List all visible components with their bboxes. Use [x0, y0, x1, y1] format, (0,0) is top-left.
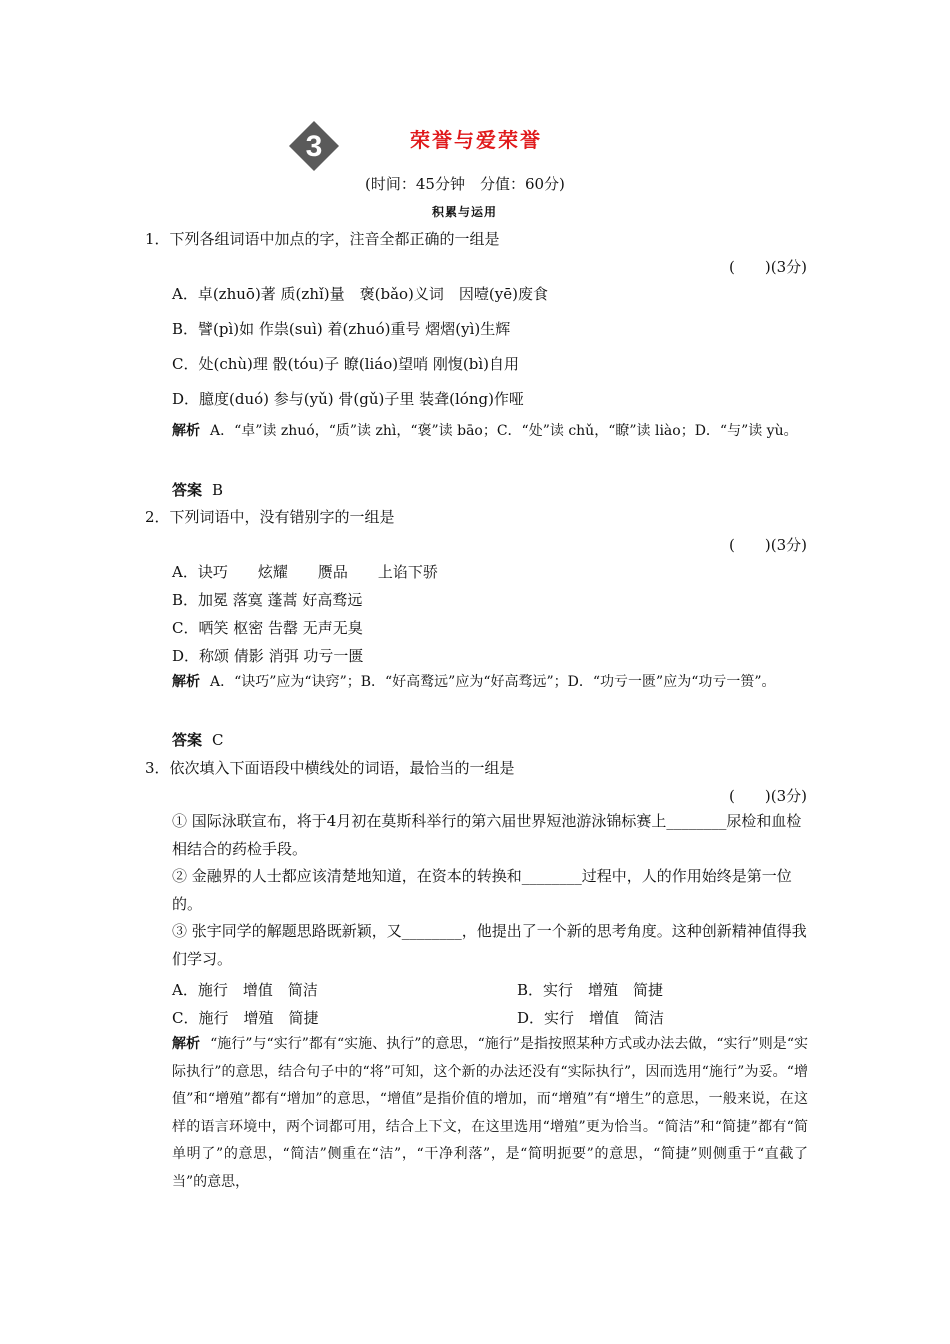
question-3-item-3: ③ 张宇同学的解题思路既新颖，又________，他提出了一个新的思考角度。这种创新精神值得我们学习。 — [172, 922, 807, 968]
question-3-analysis — [172, 1031, 808, 1196]
question-3-option-c: C．施行 增殖 简捷 — [172, 1009, 319, 1027]
analysis-label: 解析 — [172, 423, 200, 439]
answer-value: C — [212, 731, 224, 749]
question-3-item-2: ② 金融界的人士都应该清楚地知道，在资本的转换和________过程中，人的作用始终是第一位的。 — [172, 867, 792, 913]
question-3-option-b: B．实行 增殖 简捷 — [517, 981, 664, 999]
lesson-title: 荣誉与爱荣誉 — [410, 128, 542, 152]
badge-number: 3 — [305, 130, 323, 163]
question-1-option-c: C．处(chù)理 骰(tóu)子 瞭(liáo)望哨 刚愎(bì)自用 — [172, 355, 520, 373]
section-number-badge — [288, 120, 340, 172]
answer-label: 答案 — [172, 731, 203, 749]
question-1-score: ( )(3分) — [729, 258, 807, 276]
analysis-label: 解析 — [172, 674, 200, 690]
analysis-text: “施行”与“实行”都有“实施、执行”的意思，“施行”是指按照某种方式或办法去做，“实行”则是“实际执行”的意思，结合句子中的“将”可知，这个新的办法还没有“实际执行”，因而选用“施行”为妥。“增值”和“增殖”都有“增加”的意思，“增值”是指价值的增加，而“增殖”有“增生”的意思，一般来说，在这样的语言环境中，两个词都可用，结合上下文，在这里选用“增殖”更为恰当。“简洁”和“简捷”都有“简单明了”的意思，“简洁”侧重在“洁”，“干净利落”，是“简明扼要”的意思，“简捷”则侧重于“直截了当”的意思， — [172, 1036, 809, 1190]
analysis-text: A．“诀巧”应为“诀窍”；B．“好高鹜远”应为“好高骛远”；D．“功亏一匮”应为“功亏一篑”。 — [210, 674, 776, 690]
question-1-option-a: A．卓(zhuō)著 质(zhǐ)量 褒(bǎo)义词 因噎(yē)废食 — [172, 285, 548, 303]
diamond-badge-icon — [288, 120, 340, 172]
question-3-score: ( )(3分) — [729, 787, 807, 805]
answer-value: B — [212, 481, 224, 499]
question-1-answer — [172, 479, 223, 500]
question-2-answer — [172, 729, 224, 750]
question-2-option-c: C．哂笑 枢密 告罄 无声无臭 — [172, 619, 363, 637]
question-3-item-1: ① 国际泳联宣布，将于4月初在莫斯科举行的第六届世界短池游泳锦标赛上________尿检和血检相结合的药检手段。 — [172, 812, 802, 858]
question-1-option-d: D．臆度(duó) 参与(yǔ) 骨(gǔ)子里 装聋(lóng)作哑 — [172, 390, 524, 408]
question-1-option-b: B．譬(pì)如 作祟(suì) 着(zhuó)重号 熠熠(yì)生辉 — [172, 320, 511, 338]
question-3-option-a: A．施行 增值 简洁 — [172, 981, 318, 999]
question-1-stem: 1．下列各组词语中加点的字，注音全都正确的一组是 — [145, 230, 500, 248]
time-score-info: (时间：45分钟 分值：60分) — [365, 175, 565, 193]
question-2-stem: 2．下列词语中，没有错别字的一组是 — [145, 508, 395, 526]
answer-label: 答案 — [172, 481, 203, 499]
section-heading: 积累与运用 — [432, 205, 498, 219]
question-1-analysis — [172, 418, 808, 446]
analysis-text: A．“卓”读 zhuó，“质”读 zhì，“褒”读 bāo；C．“处”读 chǔ，“瞭”读 liào；D．“与”读 yù。 — [210, 423, 798, 439]
question-2-option-a: A．诀巧 炫耀 赝品 上谄下骄 — [172, 563, 438, 581]
analysis-label: 解析 — [172, 1036, 201, 1052]
question-2-option-b: B．加冕 落寞 蓬蒿 好高骛远 — [172, 591, 363, 609]
question-3-stem: 3．依次填入下面语段中横线处的词语，最恰当的一组是 — [145, 759, 515, 777]
question-2-option-d: D．称颂 倩影 消弭 功亏一匮 — [172, 647, 364, 665]
question-3-option-d: D．实行 增值 简洁 — [517, 1009, 665, 1027]
question-2-score: ( )(3分) — [729, 536, 807, 554]
question-2-analysis — [172, 669, 808, 697]
